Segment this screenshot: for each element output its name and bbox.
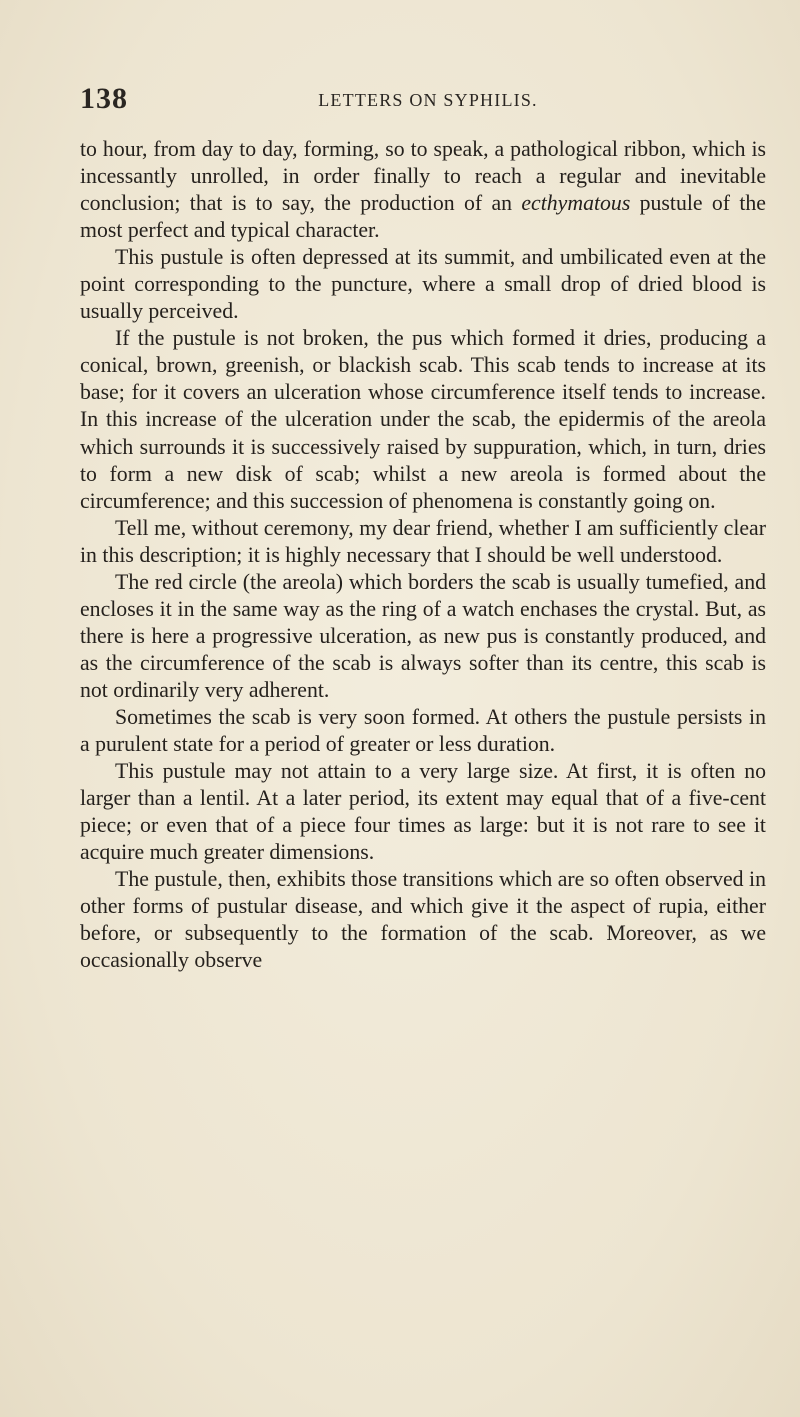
page-header xyxy=(80,82,766,122)
paragraph: Tell me, without ceremony, my dear friend, whether I am sufficiently clear in this description; it is highly necessary that I should be well understood. xyxy=(80,515,766,567)
paragraph: If the pustule is not broken, the pus which formed it dries, producing a conical, brown, greenish, or blackish scab. This scab tends to increase at its base; for it covers an ulceration whose circumference itself tends to increase. In this increase of the ulceration under the scab, the epidermis of the areola which surrounds it is successively raised by suppuration, which, in turn, dries to form a new disk of scab; whilst a new areola is formed about the circumference; and this succession of phenomena is constantly going on. xyxy=(80,326,766,513)
paragraph-text-before: to hour, from day to day, forming, so to speak, a pathological ribbon, which is incessantly unrolled, in order finally to reach a regular and inevitable conclusion; that is to say, the production of an xyxy=(80,137,766,216)
body-text xyxy=(80,136,766,974)
italic-term: ecthymatous xyxy=(521,191,631,216)
paragraph-text-after: pustule of the most perfect and typical character. xyxy=(80,191,766,243)
paragraph-continued xyxy=(80,136,766,244)
paragraph: This pustule may not attain to a very large size. At first, it is often no larger than a lentil. At a later period, its extent may equal that of a five-cent piece; or even that of a piece four times as large: but it is not rare to see it acquire much greater dimensions. xyxy=(80,759,766,865)
paragraph: Sometimes the scab is very soon formed. At others the pustule persists in a purulent state for a period of greater or less duration. xyxy=(80,704,766,757)
page-number: 138 xyxy=(80,82,128,115)
paragraph: The pustule, then, exhibits those transitions which are so often observed in other forms of pustular disease, and which give it the aspect of rupia, either before, or subsequently to the formation of the scab. Moreover, as we occasionally observe xyxy=(80,867,766,973)
paragraph: The red circle (the areola) which borders the scab is usually tumefied, and encloses it in the same way as the ring of a watch enchases the crystal. But, as there is here a progressive ulceration, as new pus is constantly produced, and as the circumference of the scab is always softer than its centre, this scab is not ordinarily very adherent. xyxy=(80,569,766,702)
running-head: LETTERS ON SYPHILIS. xyxy=(318,90,538,110)
paragraph: This pustule is often depressed at its summit, and umbilicated even at the point corresponding to the puncture, where a small drop of dried blood is usually perceived. xyxy=(80,245,766,324)
